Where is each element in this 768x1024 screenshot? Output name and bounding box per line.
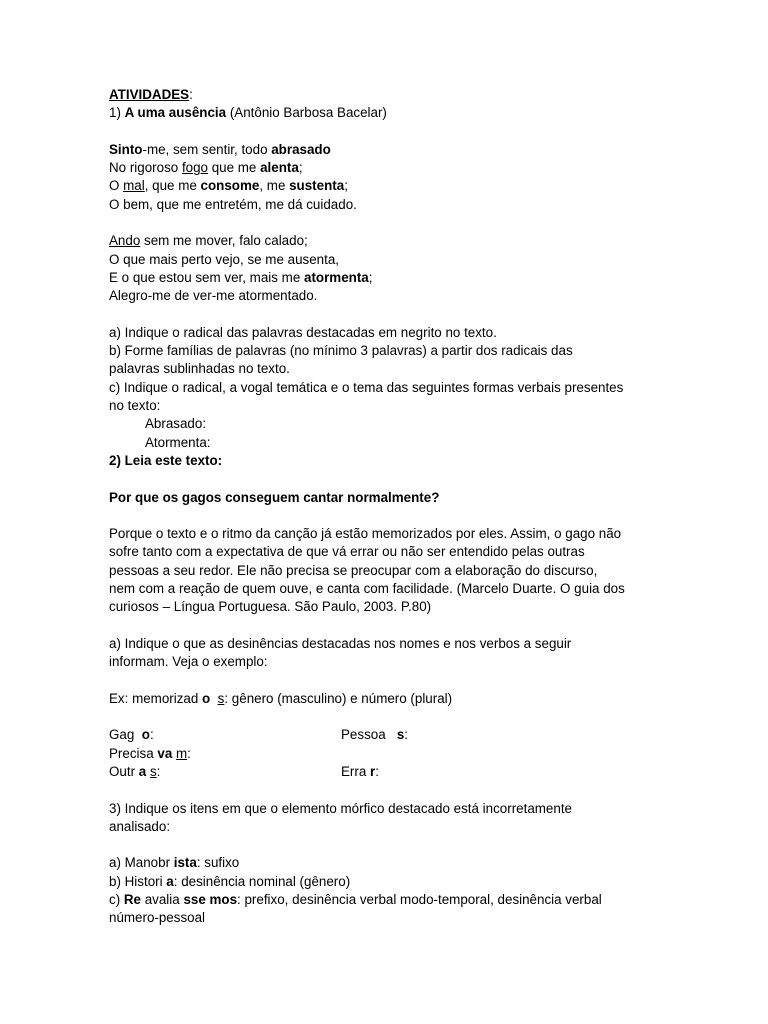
document-page [109,86,649,928]
question-item-continued: informam. Veja o exemplo: [109,654,268,670]
option-item-continued: número-pessoal [109,910,206,926]
option-item: b) Histori a: desinência nominal (gênero) [109,873,351,889]
poem-line: No rigoroso fogo que me alenta; [109,160,303,176]
poem-line: O mal, que me consome, me sustenta; [109,178,348,194]
exercise-word: Pessoa s: [341,727,409,743]
poem-line: E o que estou sem ver, mais me atormenta; [109,269,373,285]
option-item: a) Manobr ista: sufixo [109,855,240,871]
exercise-row [109,726,649,744]
question-item: c) Indique o radical, a vogal temática e o tema das seguintes formas verbais presentes [109,379,624,395]
paragraph-line: sofre tanto com a expectativa de que vá errar ou não ser entendido pelas outras [109,544,585,560]
answer-prompt: Abrasado: [145,416,207,432]
answer-prompt: Atormenta: [145,434,211,450]
poem-line: Alegro-me de ver-me atormentado. [109,288,318,304]
poem-line: O bem, que me entretém, me dá cuidado. [109,196,357,212]
exercise-row [109,763,649,781]
example-line: Ex: memorizad o s: gênero (masculino) e número (plural) [109,690,453,706]
question-item: a) Indique o radical das palavras destacadas em negrito no texto. [109,324,497,340]
exercise-word: Gag o: [109,727,154,743]
poem-author: (Antônio Barbosa Bacelar) [226,105,387,121]
question-item-continued: no texto: [109,398,161,414]
paragraph-line: pessoas a seu redor. Ele não precisa se preocupar com a elaboração do discurso, [109,562,598,578]
poem-line: Ando sem me mover, falo calado; [109,233,308,249]
text-title: Por que os gagos conseguem cantar normalmente? [109,489,440,505]
question-3-heading: 3) Indique os itens em que o elemento mórfico destacado está incorretamente [109,800,572,816]
exercise-row: Precisa va m: [109,745,191,761]
question-item-continued: analisado: [109,818,171,834]
question-item: b) Forme famílias de palavras (no mínimo 3 palavras) a partir dos radicais das [109,343,573,359]
paragraph-line: nem com a reação de quem ouve, e canta com facilidade. (Marcelo Duarte. O guia dos [109,581,625,597]
question-2-heading: 2) Leia este texto: [109,452,223,468]
option-item: c) Re avalia sse mos: prefixo, desinência verbal modo-temporal, desinência verbal [109,892,602,908]
exercise-word: Erra r: [341,763,379,779]
paragraph-line: curiosos – Língua Portuguesa. São Paulo, 2003. P.80) [109,599,432,615]
question-item: a) Indique o que as desinências destacadas nos nomes e nos verbos a seguir [109,635,572,651]
poem-line: Sinto-me, sem sentir, todo abrasado [109,141,331,157]
poem-line: O que mais perto vejo, se me ausenta, [109,251,339,267]
page-title: ATIVIDADES [109,87,190,102]
question-item-continued: palavras sublinhadas no texto. [109,361,290,377]
title-line: ATIVIDADES: [109,87,193,102]
exercise-word: Outr a s: [109,763,161,779]
question-1-heading: 1) A uma ausência (Antônio Barbosa Bacelar) [109,105,387,121]
paragraph-line: Porque o texto e o ritmo da canção já estão memorizados por eles. Assim, o gago não [109,526,622,542]
poem-title: A uma ausência [124,105,227,121]
